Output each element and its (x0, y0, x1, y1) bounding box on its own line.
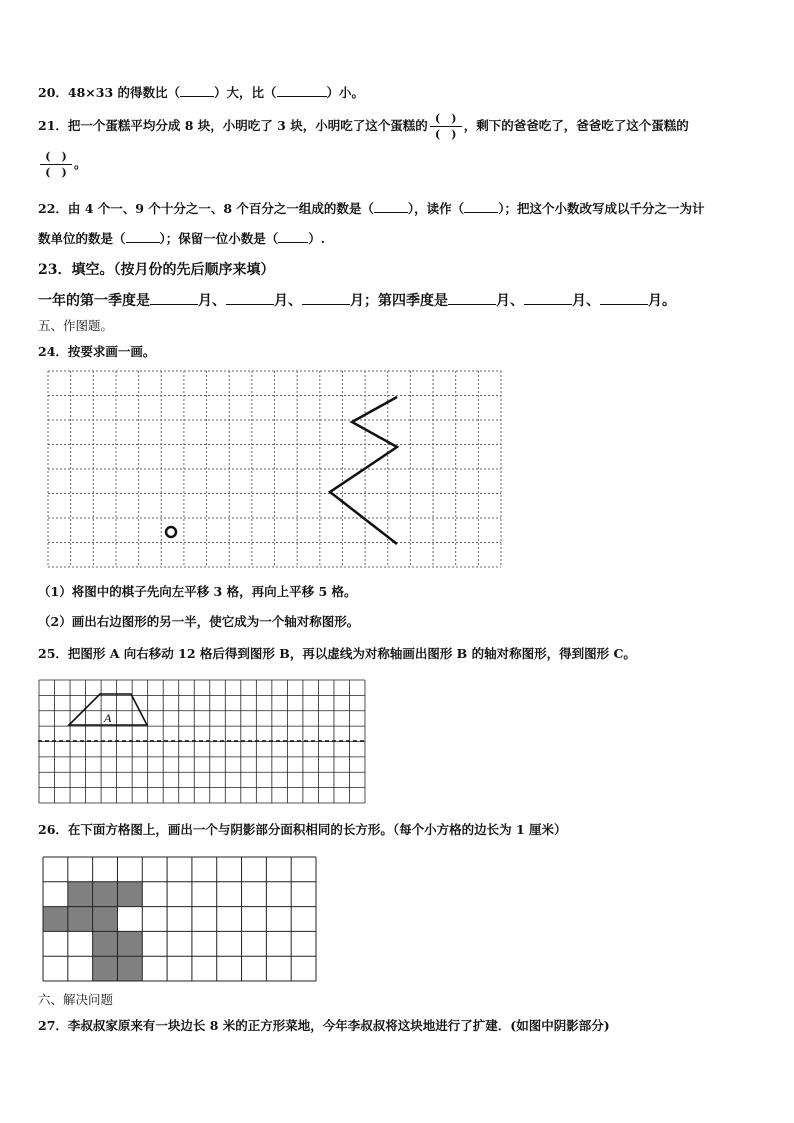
question-24-sub2: （2）画出右边图形的另一半，使它成为一个轴对称图形。 (38, 614, 360, 629)
answer-blank[interactable] (302, 292, 350, 305)
answer-blank[interactable] (226, 292, 274, 305)
question-23-line: 一年的第一季度是 月、 月、 月；第四季度是 月、 月、 月。 (38, 293, 676, 309)
shaded-cell (68, 882, 93, 907)
shaded-cell (117, 956, 142, 981)
answer-blank[interactable] (524, 292, 572, 305)
answer-blank[interactable] (464, 200, 498, 213)
answer-blank[interactable] (180, 84, 214, 97)
fraction-blank[interactable]: $\frac{( )}{( )}$ (40, 150, 72, 179)
answer-blank[interactable] (600, 292, 648, 305)
grid-q26[interactable] (42, 856, 317, 982)
question-21-cont: $\frac{( )}{( )}$ 。 (38, 150, 87, 179)
shaded-cell (93, 956, 118, 981)
answer-blank[interactable] (150, 292, 198, 305)
shaded-cell (43, 907, 68, 932)
shape-a-label: A (104, 711, 112, 725)
shaded-cell (117, 882, 142, 907)
section-6-heading: 六、解决问题 (38, 992, 114, 1007)
shaded-cell (68, 907, 93, 932)
answer-blank[interactable] (126, 230, 160, 243)
shaded-cell (117, 931, 142, 956)
question-20: 20．48×33 的得数比（ ）大，比（ ）小。 (38, 85, 365, 100)
half-zigzag-shape (330, 397, 397, 544)
shaded-cell (93, 931, 118, 956)
answer-blank[interactable] (374, 200, 408, 213)
section-5-heading: 五、作图题。 (38, 318, 114, 333)
question-27: 27．李叔叔家原来有一块边长 8 米的正方形菜地，今年李叔叔将这块地进行了扩建．(如图中阴影部分) (38, 1018, 610, 1033)
question-21: 21．把一个蛋糕平均分成 8 块，小明吃了 3 块，小明吃了这个蛋糕的 $\frac{( )}{( )}$ ，剩下的爸爸吃了，爸爸吃了这个蛋糕的 (38, 112, 689, 141)
question-25-title: 25．把图形 A 向右移动 12 格后得到图形 B，再以虚线为对称轴画出图形 B 的轴对称图形，得到图形 C。 (38, 646, 636, 661)
question-24-title: 24．按要求画一画。 (38, 344, 156, 359)
shaded-cell (93, 907, 118, 932)
question-24-sub1: （1）将图中的棋子先向左平移 3 格，再向上平移 5 格。 (38, 584, 357, 599)
answer-blank[interactable] (448, 292, 496, 305)
grid-q25[interactable] (38, 679, 366, 804)
chess-piece-icon[interactable] (166, 527, 176, 537)
fraction-blank[interactable]: $\frac{( )}{( )}$ (430, 112, 462, 141)
answer-blank[interactable] (277, 84, 327, 97)
question-26-title: 26．在下面方格图上，画出一个与阴影部分面积相同的长方形。（每个小方格的边长为 1 厘米） (38, 822, 567, 837)
shaded-cell (93, 882, 118, 907)
answer-blank[interactable] (278, 230, 308, 243)
dotted-grid-q24[interactable] (47, 370, 502, 568)
question-22-cont: 数单位的数是（ ）；保留一位小数是（ ）. (38, 231, 326, 246)
question-22: 22．由 4 个一、9 个十分之一、8 个百分之一组成的数是（ ），读作（ ）；把这个小数改写成以千分之一为计 (38, 201, 705, 216)
question-23-title: 23．填空。（按月份的先后顺序来填） (38, 262, 275, 278)
